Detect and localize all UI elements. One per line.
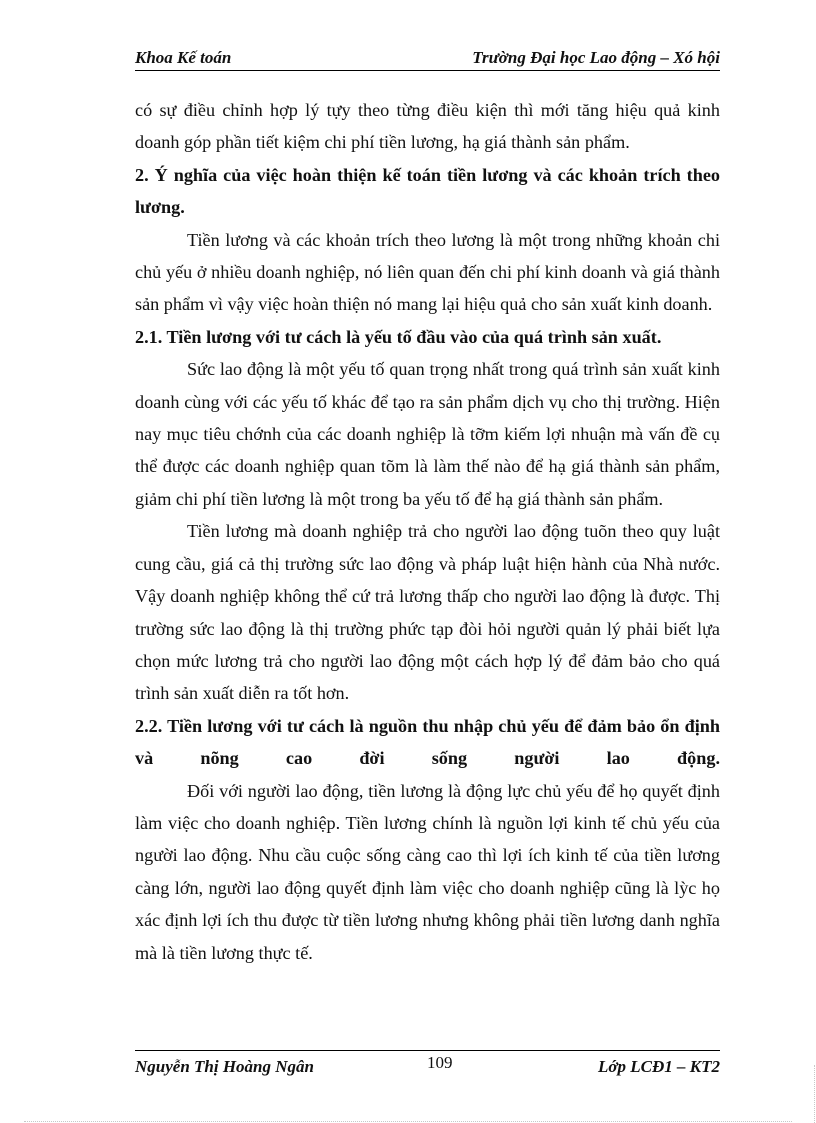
header-faculty: Khoa Kế toán (135, 48, 232, 67)
paragraph-1: Tiền lương và các khoản trích theo lương là một trong những khoản chi chủ yếu ở nhiều doanh nghiệp, nó liên quan đến chi phí kinh doanh và giá thành sản phẩm vì vậy việc hoàn thiện nó mang lại hiệu quả cho sản xuất kinh doanh. (135, 229, 720, 315)
paragraph-continued: có sự điều chỉnh hợp lý tựy theo từng điều kiện thì mới tăng hiệu quả kinh doanh góp phần tiết kiệm chi phí tiền lương, hạ giá thành sản phẩm. (135, 100, 720, 153)
paragraph-4: Đối với người lao động, tiền lương là động lực chủ yếu để họ quyết định làm việc cho doanh nghiệp. Tiền lương chính là nguồn lợi kinh tế chủ yếu của người lao động. Nhu cầu cuộc sống càng cao thì lợi ích kinh tế của tiền lương càng lớn, người lao động quyết định làm việc cho doanh nghiệp cũng là lỳc họ xác định lợi ích thu được từ tiền lương nhưng không phải tiền lương danh nghĩa mà là tiền lương thực tế. (135, 780, 720, 963)
paragraph-3: Tiền lương mà doanh nghiệp trả cho người lao động tuõn theo quy luật cung cầu, giá cả thị trường sức lao động và pháp luật hiện hành của Nhà nước. Vậy doanh nghiệp không thể cứ trả lương thấp cho người lao động là được. Thị trường sức lao động là thị trường phức tạp đòi hỏi người quản lý phải biết lựa chọn mức lương trả cho người lao động một cách hợp lý để đảm bảo cho quá trình sản xuất diễn ra tốt hơn. (135, 521, 720, 704)
heading-2: 2. Ý nghĩa của việc hoàn thiện kế toán tiền lương và các khoản trích theo lương. (135, 164, 720, 218)
page-number: 109 (427, 1053, 453, 1072)
footer-author: Nguyễn Thị Hoàng Ngân (135, 1057, 314, 1076)
page-header (135, 44, 720, 71)
page-edge-divider (24, 1121, 792, 1122)
paragraph-2: Sức lao động là một yếu tố quan trọng nhất trong quá trình sản xuất kinh doanh cùng với các yếu tố khác để tạo ra sản phẩm dịch vụ cho thị trường. Hiện nay mục tiêu chớnh của các doanh nghiệp là tỡm kiếm lợi nhuận mà vấn đề cụ thể được các doanh nghiệp quan tõm là làm thế nào để hạ giá thành sản phẩm, giảm chi phí tiền lương là một trong ba yếu tố để hạ giá thành sản phẩm. (135, 359, 720, 509)
page-footer (135, 1050, 720, 1081)
heading-2-1: 2.1. Tiền lương với tư cách là yếu tố đầu vào của quá trình sản xuất. (135, 326, 662, 347)
footer-class: Lớp LCĐ1 – KT2 (598, 1057, 720, 1076)
header-university: Trường Đại học Lao động – Xó hội (472, 48, 720, 67)
page-body (135, 94, 720, 969)
heading-2-2: 2.2. Tiền lương với tư cách là nguồn thu nhập chủ yếu để đảm bảo ổn định và nõng cao đời sống người lao động. (135, 715, 720, 769)
page-edge-divider-vertical (814, 1065, 815, 1123)
